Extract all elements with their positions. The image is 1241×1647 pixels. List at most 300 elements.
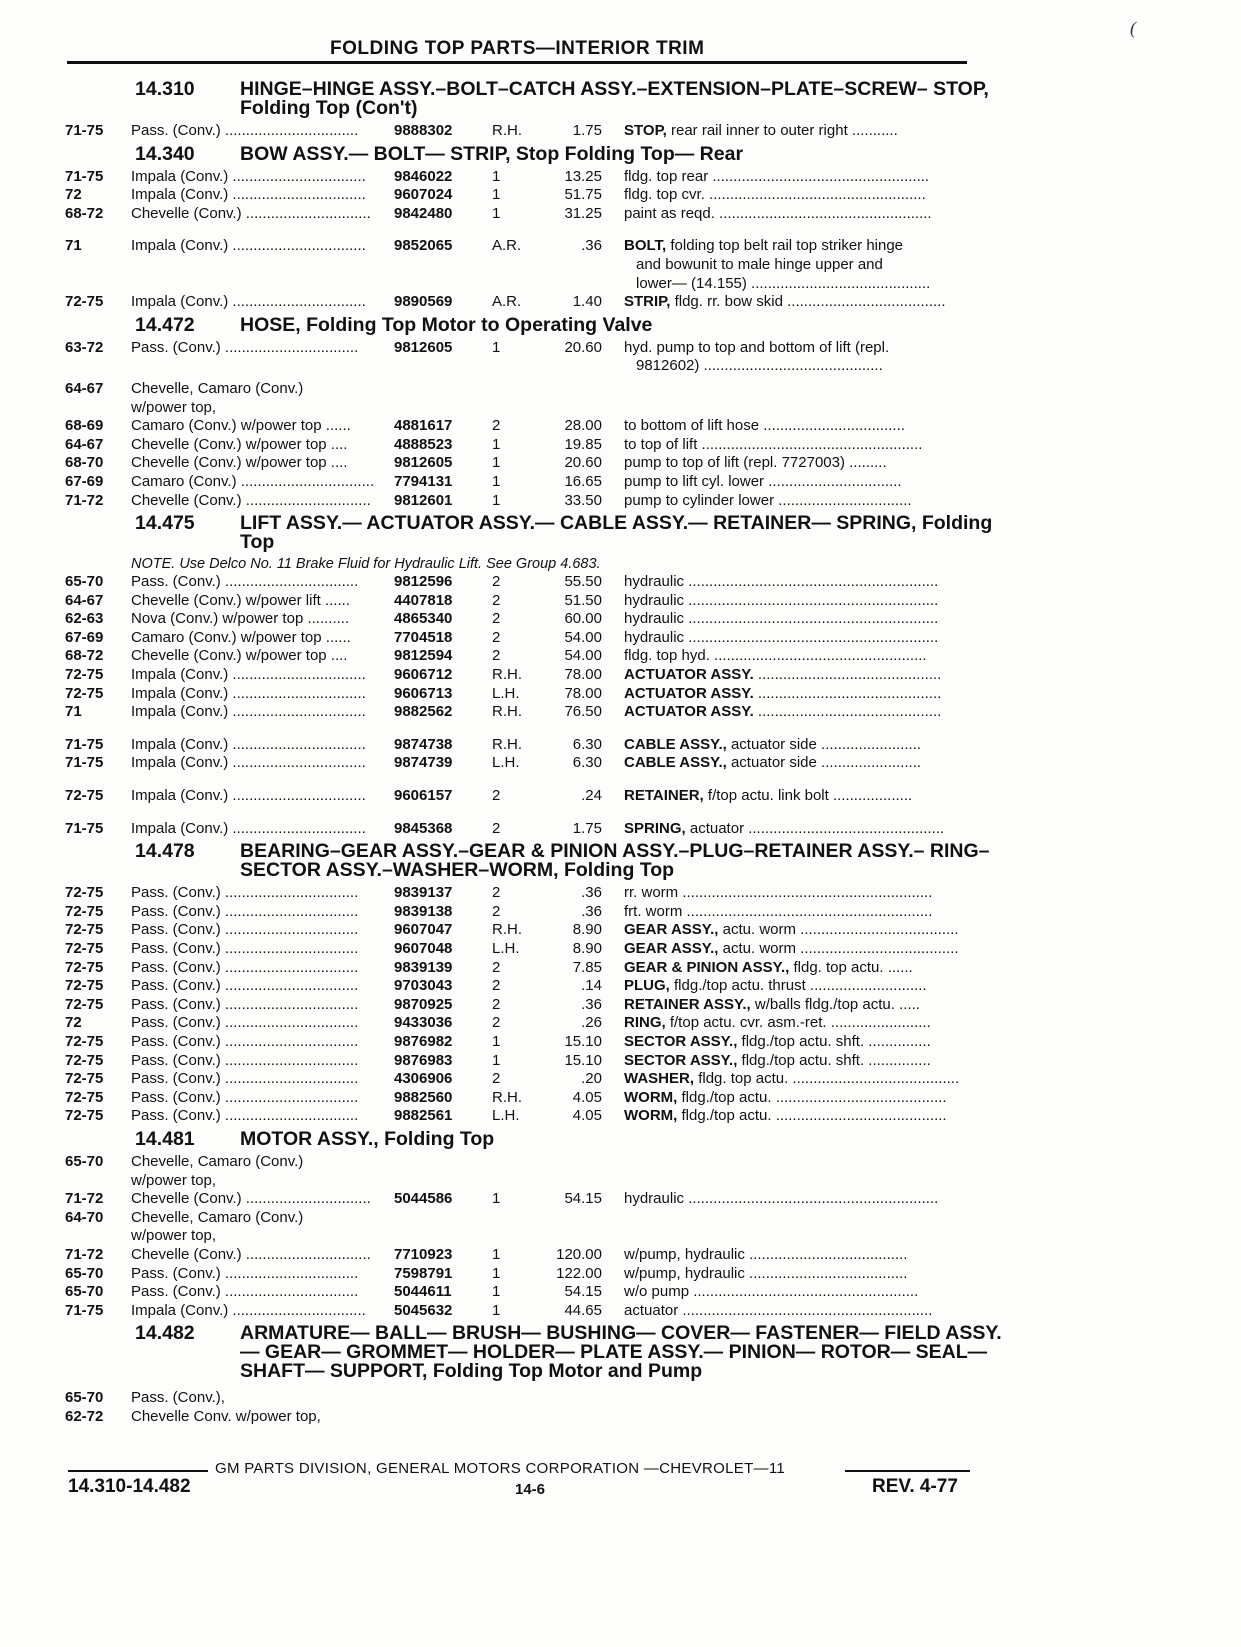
description (602, 1227, 1015, 1246)
description (602, 1070, 1015, 1089)
description-text: w/pump, hydraulic ...................................... (624, 1264, 908, 1282)
parts-row (65, 1172, 1015, 1191)
application: w/power top, (131, 1227, 217, 1245)
part-number (394, 380, 492, 399)
part-number: 4407818 (394, 591, 453, 609)
quantity: 1 (492, 1283, 501, 1301)
description (602, 1190, 1015, 1209)
description (602, 1209, 1015, 1228)
section-title: BEARING–GEAR ASSY.–GEAR & PINION ASSY.–PLUG–RETAINER ASSY.– RING–SECTOR ASSY.–WASHER–WORM, Folding Top (240, 840, 990, 882)
section-heading (65, 842, 1015, 880)
part-number: 5044611 (394, 1283, 452, 1301)
description (602, 940, 1015, 959)
price (538, 399, 602, 418)
description (602, 1246, 1015, 1265)
application: Camaro (Conv.) w/power top ...... (131, 417, 351, 435)
parts-row (65, 417, 1015, 436)
description (602, 903, 1015, 922)
section-heading (65, 514, 1015, 552)
quantity: 1 (492, 491, 501, 509)
parts-row (65, 1265, 1015, 1284)
description (602, 1265, 1015, 1284)
price: 28.00 (564, 417, 602, 435)
application: Impala (Conv.) ................................ (131, 703, 366, 721)
description (602, 1153, 1015, 1172)
quantity (492, 399, 538, 418)
model-years: 62-72 (65, 1407, 104, 1425)
description-text: ............................................ (757, 703, 942, 721)
part-number: 9812601 (394, 491, 453, 509)
description-keyword: ACTUATOR ASSY. (624, 684, 754, 702)
application: Pass. (Conv.) ................................ (131, 338, 359, 356)
description (602, 205, 1015, 224)
part-number (394, 1153, 492, 1172)
quantity: 1 (492, 472, 501, 490)
application: Chevelle (Conv.) .............................. (131, 204, 371, 222)
parts-row (65, 1070, 1015, 1089)
application: Chevelle (Conv.) w/power top .... (131, 454, 348, 472)
part-number: 9888302 (394, 122, 453, 139)
parts-row (65, 1227, 1015, 1246)
quantity: 1 (492, 1032, 501, 1050)
part-number (394, 1209, 492, 1228)
description-text: fldg./top actu. thrust ............................ (674, 977, 927, 995)
price (538, 1153, 602, 1172)
application: Chevelle, Camaro (Conv.) (131, 1208, 304, 1226)
parts-row (65, 1408, 1015, 1427)
model-years: 68-72 (65, 204, 104, 222)
part-number: 4888523 (394, 435, 453, 453)
parts-row (65, 473, 1015, 492)
parts-row (65, 205, 1015, 224)
description (602, 629, 1015, 648)
part-number: 9606157 (394, 787, 453, 805)
parts-list (65, 76, 1015, 1426)
description-text: hydraulic ............................................................ (624, 610, 939, 628)
description-text: actu. worm ...................................... (722, 921, 959, 939)
application: Pass. (Conv.) ................................ (131, 1283, 359, 1301)
parts-row (65, 186, 1015, 205)
part-number: 9846022 (394, 167, 453, 185)
description (602, 573, 1015, 592)
parts-row (65, 399, 1015, 418)
parts-row (65, 736, 1015, 755)
model-years: 72-75 (65, 884, 104, 902)
description (602, 754, 1015, 773)
description-keyword: RING, (624, 1014, 666, 1032)
part-number (394, 1408, 492, 1427)
description-keyword: GEAR ASSY., (624, 921, 719, 939)
description (602, 1052, 1015, 1071)
quantity (492, 357, 538, 376)
description (602, 399, 1015, 418)
model-years: 67-69 (65, 628, 104, 646)
parts-row (65, 787, 1015, 806)
model-years: 65-70 (65, 1152, 104, 1170)
model-years: 72-75 (65, 1107, 104, 1125)
description (602, 610, 1015, 629)
description-text: fldg./top actu. shft. ............... (741, 1032, 931, 1050)
footer-page-number: 14-6 (515, 1481, 546, 1498)
description-keyword: SECTOR ASSY., (624, 1051, 738, 1069)
price: 1.75 (572, 122, 602, 139)
part-number: 9874738 (394, 735, 453, 753)
parts-row (65, 492, 1015, 511)
price (538, 1408, 602, 1427)
quantity (492, 1172, 538, 1191)
model-years: 72-75 (65, 958, 104, 976)
parts-row (65, 237, 1015, 256)
description-text: hydraulic ............................................................ (624, 1190, 939, 1208)
description-keyword: SECTOR ASSY., (624, 1032, 738, 1050)
quantity: 1 (492, 1264, 501, 1282)
part-number (394, 1389, 492, 1408)
price: .26 (581, 1014, 602, 1032)
section-title: ARMATURE— BALL— BRUSH— BUSHING— COVER— FASTENER— FIELD ASSY.— GEAR— GROMMET— HOLDER— PLATE ASSY.— PINION— ROTOR— SEAL— SHAFT— SUPPORT, Folding Top Motor and Pump (240, 1322, 1002, 1383)
part-number: 9890569 (394, 293, 453, 311)
description-text: paint as reqd. ................................................... (624, 204, 932, 222)
description-text: fldg./top actu. ......................................... (681, 1107, 947, 1125)
application: Chevelle (Conv.) .............................. (131, 491, 371, 509)
application: w/power top, (131, 398, 217, 416)
model-years (65, 1172, 131, 1191)
description (602, 1014, 1015, 1033)
part-number: 9882561 (394, 1107, 453, 1125)
model-years: 72-75 (65, 940, 104, 957)
part-number: 9882562 (394, 703, 453, 721)
model-years: 71-75 (65, 754, 104, 772)
section-number: 14.475 (135, 512, 195, 535)
model-years: 72 (65, 1014, 82, 1032)
part-number: 9852065 (394, 237, 453, 255)
application (131, 275, 394, 294)
description (602, 592, 1015, 611)
price: .36 (581, 995, 602, 1013)
application: Pass. (Conv.) ................................ (131, 995, 359, 1013)
part-number: 9874739 (394, 754, 453, 772)
part-number: 9703043 (394, 977, 453, 995)
parts-row (65, 996, 1015, 1015)
price: .36 (581, 902, 602, 920)
application: Camaro (Conv.) ................................ (131, 472, 375, 490)
description (602, 339, 1015, 358)
description (602, 492, 1015, 511)
description-text: actuator ............................................... (689, 819, 945, 837)
model-years: 71-72 (65, 491, 104, 509)
price: 19.85 (564, 435, 602, 453)
model-years (65, 399, 131, 418)
description-text: to top of lift ..................................................... (624, 435, 923, 453)
model-years (65, 357, 131, 376)
quantity: 2 (492, 647, 501, 665)
model-years (65, 275, 131, 294)
description (602, 186, 1015, 205)
description-text: fldg./top actu. ......................................... (681, 1088, 947, 1106)
model-years (65, 256, 131, 275)
row-gap (65, 722, 1015, 736)
price: 31.25 (564, 204, 602, 222)
price: 6.30 (572, 754, 602, 772)
application: Pass. (Conv.) ................................ (131, 1051, 359, 1069)
price: 7.85 (572, 958, 602, 976)
model-years: 72-75 (65, 902, 104, 920)
model-years: 65-70 (65, 573, 104, 591)
parts-row (65, 1389, 1015, 1408)
price: 60.00 (564, 610, 602, 628)
quantity: 1 (492, 1301, 501, 1319)
model-years: 71-75 (65, 819, 104, 837)
description (602, 977, 1015, 996)
model-years: 71 (65, 703, 82, 721)
parts-row (65, 168, 1015, 187)
part-number: 9433036 (394, 1014, 453, 1032)
description-text: actuator side ........................ (730, 735, 922, 753)
part-number: 7710923 (394, 1245, 453, 1263)
part-number: 9839138 (394, 902, 453, 920)
price: 54.15 (564, 1190, 602, 1208)
footer-section-range: 14.310-14.482 (68, 1476, 191, 1497)
model-years: 67-69 (65, 472, 104, 490)
price (538, 357, 602, 376)
parts-row (65, 1033, 1015, 1052)
description-text: fldg. top rear .................................................... (624, 167, 930, 185)
quantity: 1 (492, 1051, 501, 1069)
parts-row (65, 1302, 1015, 1321)
price (538, 256, 602, 275)
quantity: L.H. (492, 754, 520, 772)
application: Pass. (Conv.) ................................ (131, 1070, 359, 1088)
description (602, 1408, 1015, 1427)
description-keyword: WORM, (624, 1107, 678, 1125)
quantity: 1 (492, 167, 501, 185)
parts-row (65, 1107, 1015, 1126)
description-text: f/top actu. link bolt ................... (707, 787, 913, 805)
description (602, 996, 1015, 1015)
quantity: 2 (492, 417, 501, 435)
part-number: 9607047 (394, 921, 453, 939)
description-keyword: STOP, (624, 122, 667, 139)
price: 51.50 (564, 591, 602, 609)
header-rule (67, 61, 967, 64)
quantity (492, 1389, 538, 1408)
model-years: 64-70 (65, 1208, 104, 1226)
quantity: 2 (492, 902, 501, 920)
part-number (394, 1172, 492, 1191)
price: 15.10 (564, 1051, 602, 1069)
part-number (394, 275, 492, 294)
part-number: 4881617 (394, 417, 453, 435)
application: Pass. (Conv.) ................................ (131, 940, 359, 957)
application: Impala (Conv.) ................................ (131, 293, 366, 311)
quantity: L.H. (492, 940, 520, 957)
model-years: 64-67 (65, 435, 104, 453)
model-years (65, 1227, 131, 1246)
application: Impala (Conv.) ................................ (131, 787, 366, 805)
quantity (492, 1209, 538, 1228)
price: 54.00 (564, 628, 602, 646)
description-keyword: SPRING, (624, 819, 686, 837)
description (602, 787, 1015, 806)
footer-publisher: GM PARTS DIVISION, GENERAL MOTORS CORPORATION —CHEVROLET—11 (215, 1460, 786, 1477)
section-number: 14.472 (135, 313, 195, 336)
parts-row (65, 610, 1015, 629)
quantity: 2 (492, 573, 501, 591)
quantity (492, 1408, 538, 1427)
description-text: hyd. pump to top and bottom of lift (repl. (624, 338, 890, 356)
quantity: 2 (492, 995, 501, 1013)
section-heading (65, 142, 1015, 165)
quantity: 2 (492, 819, 501, 837)
part-number: 9812605 (394, 338, 453, 356)
parts-row (65, 573, 1015, 592)
model-years: 72-75 (65, 293, 104, 311)
price: 20.60 (564, 454, 602, 472)
description-keyword: PLUG, (624, 977, 670, 995)
part-number: 7598791 (394, 1264, 453, 1282)
price: .14 (581, 977, 602, 995)
model-years: 71-75 (65, 735, 104, 753)
section-heading (65, 80, 1015, 118)
model-years: 72-75 (65, 1088, 104, 1106)
part-number: 9812596 (394, 573, 453, 591)
price: 76.50 (564, 703, 602, 721)
application: Pass. (Conv.) ................................ (131, 1264, 359, 1282)
section-number: 14.482 (135, 1322, 195, 1345)
parts-row (65, 921, 1015, 940)
application: Impala (Conv.) ................................ (131, 666, 366, 684)
quantity: 1 (492, 204, 501, 222)
description (602, 921, 1015, 940)
description-continuation: 9812602) ........................................... (636, 357, 883, 375)
model-years: 65-70 (65, 1264, 104, 1282)
model-years: 68-70 (65, 454, 104, 472)
part-number (394, 1227, 492, 1246)
description-text: to bottom of lift hose .................................. (624, 417, 905, 435)
model-years: 71-75 (65, 1301, 104, 1319)
quantity: R.H. (492, 666, 522, 684)
model-years: 72-75 (65, 666, 104, 684)
description-keyword: RETAINER ASSY., (624, 995, 751, 1013)
quantity (492, 275, 538, 294)
application: Pass. (Conv.) ................................ (131, 1107, 359, 1125)
description-text: hydraulic ............................................................ (624, 573, 939, 591)
description-text: folding top belt rail top striker hinge (670, 237, 904, 255)
parts-row (65, 1014, 1015, 1033)
description (602, 436, 1015, 455)
price (538, 380, 602, 399)
quantity: 1 (492, 338, 501, 356)
model-years: 64-67 (65, 379, 104, 397)
description (602, 237, 1015, 256)
model-years: 72-75 (65, 977, 104, 995)
description (602, 168, 1015, 187)
description (602, 647, 1015, 666)
section-title: BOW ASSY.— BOLT— STRIP, Stop Folding Top— Rear (240, 142, 744, 165)
price: 120.00 (556, 1245, 602, 1263)
parts-row (65, 703, 1015, 722)
application: Pass. (Conv.) ................................ (131, 1014, 359, 1032)
section-number: 14.478 (135, 840, 195, 863)
part-number: 4306906 (394, 1070, 453, 1088)
parts-row (65, 820, 1015, 839)
description-text: f/top actu. cvr. asm.-ret. ........................ (669, 1014, 931, 1032)
application: Pass. (Conv.) ................................ (131, 977, 359, 995)
parts-row (65, 884, 1015, 903)
price (538, 1209, 602, 1228)
price: .36 (581, 884, 602, 902)
model-years: 72-75 (65, 1051, 104, 1069)
description (602, 380, 1015, 399)
description (602, 473, 1015, 492)
description-text: actuator side ........................ (730, 754, 922, 772)
application: Chevelle (Conv.) w/power top .... (131, 647, 348, 665)
footer-rule-left (68, 1470, 208, 1472)
row-gap (65, 806, 1015, 820)
part-number: 4865340 (394, 610, 453, 628)
model-years: 68-69 (65, 417, 104, 435)
part-number: 9876983 (394, 1051, 453, 1069)
part-number: 9882560 (394, 1088, 453, 1106)
quantity: 1 (492, 454, 501, 472)
model-years: 65-70 (65, 1283, 104, 1301)
price: 4.05 (572, 1088, 602, 1106)
parts-row-continuation (65, 275, 1015, 294)
application: Chevelle, Camaro (Conv.) (131, 379, 304, 397)
description-text: fldg. top cvr. .................................................... (624, 186, 926, 204)
quantity (492, 1227, 538, 1246)
parts-row (65, 436, 1015, 455)
description-continuation: and bowunit to male hinge upper and (636, 255, 883, 273)
section-heading (65, 313, 1015, 336)
parts-row (65, 380, 1015, 399)
row-gap (65, 773, 1015, 787)
model-years: 71-72 (65, 1245, 104, 1263)
model-years: 71-75 (65, 167, 104, 185)
price: 33.50 (564, 491, 602, 509)
description (602, 736, 1015, 755)
price: 16.65 (564, 472, 602, 490)
price: .36 (581, 237, 602, 255)
application (131, 357, 394, 376)
description-text: fldg. top actu. ........................................ (698, 1070, 960, 1088)
description-keyword: ACTUATOR ASSY. (624, 703, 754, 721)
part-number: 9842480 (394, 204, 453, 222)
application: Impala (Conv.) ................................ (131, 186, 366, 204)
description-keyword: WORM, (624, 1088, 678, 1106)
application: Impala (Conv.) ................................ (131, 735, 366, 753)
quantity (492, 1153, 538, 1172)
description (602, 703, 1015, 722)
model-years: 64-67 (65, 591, 104, 609)
price: 4.05 (572, 1107, 602, 1125)
model-years: 62-63 (65, 610, 104, 628)
part-number: 7794131 (394, 472, 453, 490)
description-text: fldg. top actu. ...... (793, 958, 913, 976)
section-note: NOTE. Use Delco No. 11 Brake Fluid for Hydraulic Lift. See Group 4.683. (131, 556, 601, 573)
corner-mark: ( (1130, 18, 1136, 38)
quantity: L.H. (492, 1107, 520, 1125)
parts-row (65, 592, 1015, 611)
part-number: 9839139 (394, 958, 453, 976)
parts-row (65, 940, 1015, 959)
part-number: 9812605 (394, 454, 453, 472)
quantity: R.H. (492, 703, 522, 721)
description (602, 959, 1015, 978)
application: Pass. (Conv.) ................................ (131, 122, 359, 139)
description-text: fldg./top actu. shft. ............... (741, 1051, 931, 1069)
part-number: 5045632 (394, 1301, 453, 1319)
description-text: fldg. rr. bow skid ...................................... (674, 293, 946, 311)
